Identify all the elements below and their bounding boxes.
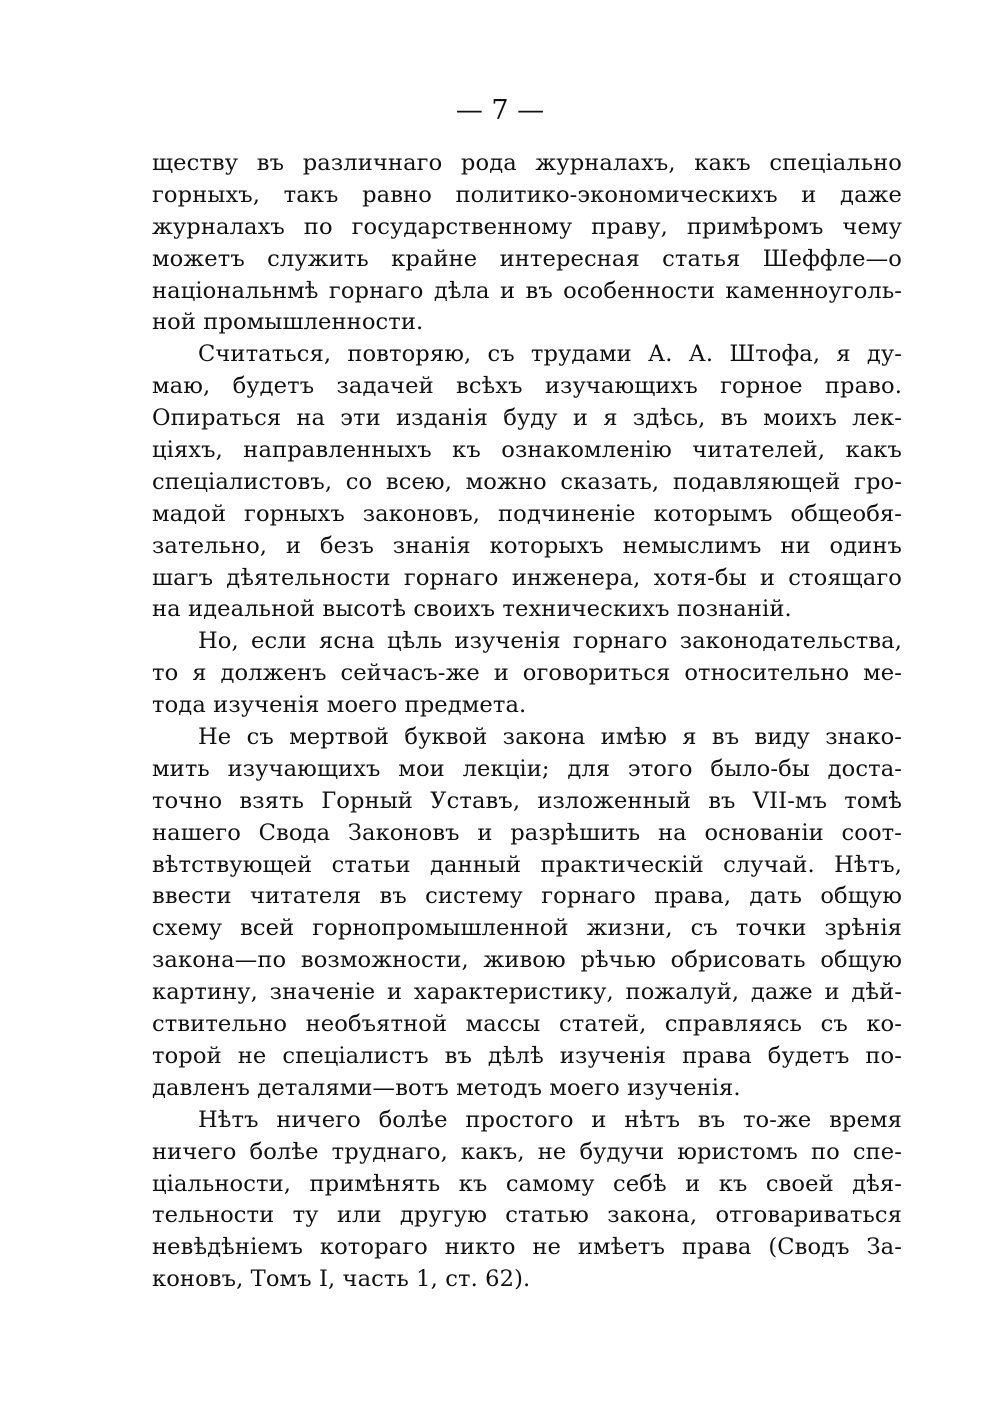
text-line: можетъ служить крайне интересная статья Шеффле—о (152, 245, 902, 272)
text-line: ціальности, примѣнять къ самому себѣ и къ своей дѣя- (152, 1170, 902, 1197)
text-line: ствительно необъятной массы статей, справляясь съ ко- (152, 1011, 902, 1038)
text-line: горныхъ, такъ равно политико-экономическихъ и даже (152, 181, 902, 208)
text-line: ничего болѣе труднаго, какъ, не будучи юристомъ по спе- (152, 1138, 902, 1165)
text-line: маю, будетъ задачей всѣхъ изучающихъ горное право. (152, 373, 902, 400)
text-line: мить изучающихъ мои лекціи; для этого было-бы доста- (152, 755, 902, 782)
text-line: на идеальной высотѣ своихъ техническихъ познаній. (152, 596, 792, 623)
text-line: зательно, и безъ знанія которыхъ немыслимъ ни одинъ (152, 532, 902, 559)
text-line: ществу въ различнаго рода журналахъ, какъ спеціально (152, 150, 902, 176)
page-number: — 7 — (455, 95, 545, 126)
text-line: Но, если ясна цѣль изученія горнаго законодательства, (198, 628, 902, 655)
text-line: ввести читателя въ систему горнаго права, дать общую (152, 883, 902, 910)
paragraph-1 (152, 148, 902, 339)
text-line: давленъ деталями—вотъ методъ моего изученія. (152, 1074, 741, 1101)
paragraph-5 (152, 1105, 902, 1296)
text-line: ной промышленности. (152, 309, 424, 336)
text-line: вѣтствующей статьи данный практическій случай. Нѣтъ, (152, 851, 902, 878)
text-line: тельности ту или другую статью закона, отговариваться (152, 1202, 902, 1229)
text-line: Нѣтъ ничего болѣе простого и нѣтъ въ то-же время (198, 1106, 902, 1133)
paragraph-4 (152, 722, 902, 1105)
text-line: Не съ мертвой буквой закона имѣю я въ виду знако- (198, 724, 902, 751)
text-line: Считаться, повторяю, съ трудами А. А. Штофа, я ду- (198, 341, 902, 368)
text-line: шагъ дѣятельности горнаго инженера, хотя-бы и стоящаго (152, 564, 902, 591)
text-line: тода изученія моего предмета. (152, 692, 527, 719)
text-line: закона—по возможности, живою рѣчью обрисовать общую (152, 947, 902, 974)
text-line: невѣдѣніемъ котораго никто не имѣетъ права (Сводъ За- (152, 1234, 902, 1261)
text-line: ціяхъ, направленныхъ къ ознакомленію читателей, какъ (152, 437, 902, 464)
paragraph-3 (152, 626, 902, 722)
text-line: нашего Свода Законовъ и разрѣшить на основаніи соот- (152, 819, 902, 846)
text-line: картину, значеніе и характеристику, пожалуй, даже и дѣй- (152, 979, 902, 1006)
text-line: коновъ, Томъ I, часть 1, ст. 62). (152, 1266, 531, 1293)
body-text (152, 148, 902, 1296)
text-line: мадой горныхъ законовъ, подчиненіе которымъ общеобя- (152, 500, 902, 527)
text-line: журналахъ по государственному праву, примѣромъ чему (152, 213, 902, 240)
text-line: спеціалистовъ, со всею, можно сказать, подавляющей гро- (152, 468, 902, 495)
text-line: схему всей горнопромышленной жизни, съ точки зрѣнія (152, 915, 902, 942)
text-line: торой не спеціалистъ въ дѣлѣ изученія права будетъ по- (152, 1042, 902, 1069)
paragraph-2 (152, 339, 902, 626)
text-line: точно взять Горный Уставъ, изложенный въ VII-мъ томѣ (152, 787, 902, 814)
text-line: національнмѣ горнаго дѣла и въ особенности каменноуголь- (152, 277, 902, 304)
text-line: Опираться на эти изданія буду и я здѣсь, въ моихъ лек- (152, 405, 902, 432)
text-line: то я долженъ сейчасъ-же и оговориться относительно ме- (152, 660, 902, 687)
